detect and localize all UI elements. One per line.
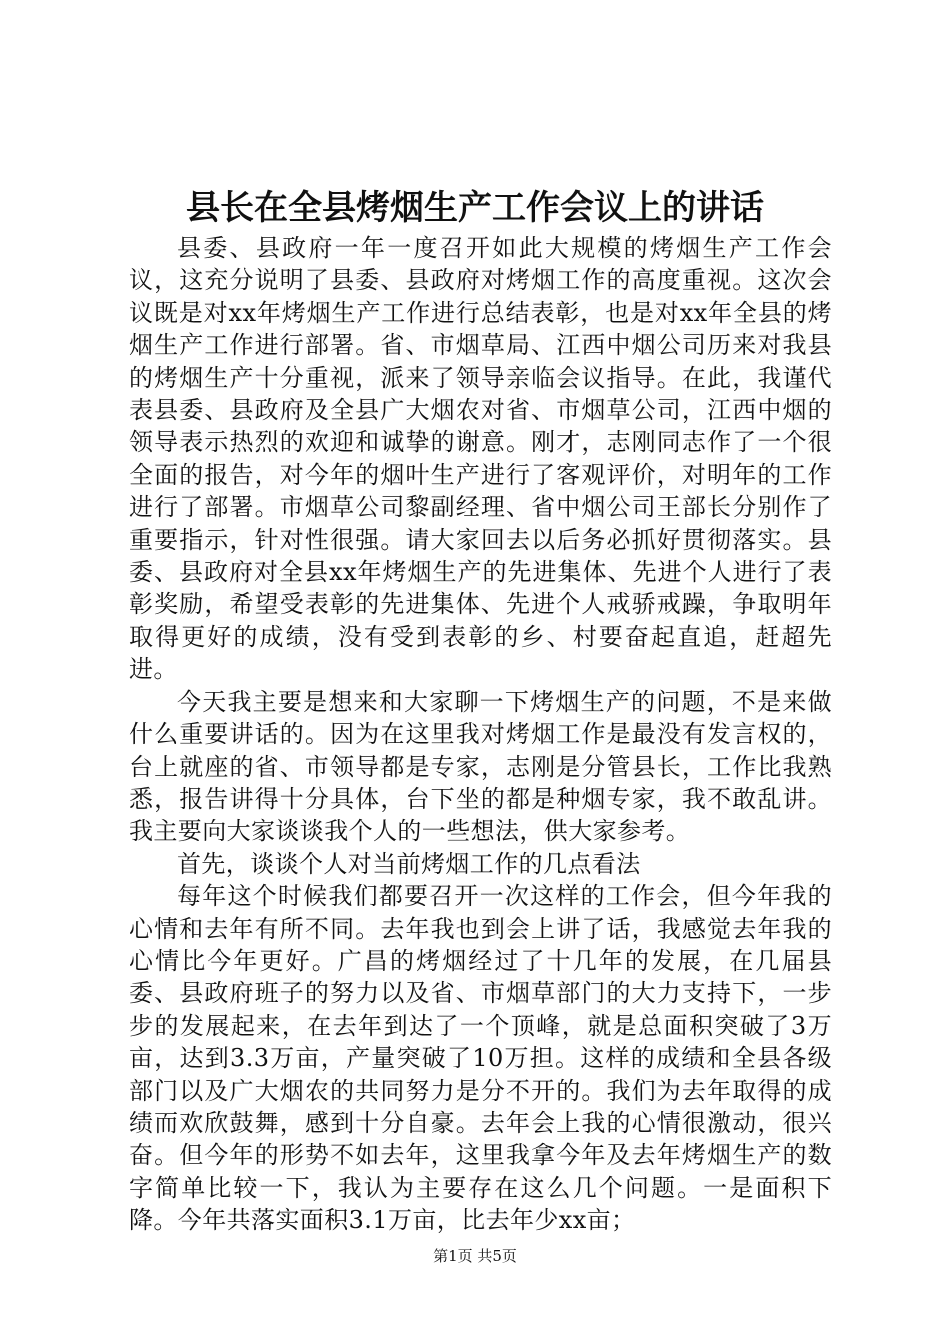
paragraph-2: 今天我主要是想来和大家聊一下烤烟生产的问题，不是来做什么重要讲话的。因为在这里我对烤烟工作是最没有发言权的，台上就座的省、市领导都是专家，志刚是分管县长，工作比我熟悉，报告讲得十分具体，台下坐的都是种烟专家，我不敢乱讲。我主要向大家谈谈我个人的一些想法，供大家参考。: [129, 687, 832, 846]
document-title: 县长在全县烤烟生产工作会议上的讲话: [186, 188, 764, 228]
paragraph-1: 县委、县政府一年一度召开如此大规模的烤烟生产工作会议，这充分说明了县委、县政府对烤烟工作的高度重视。这次会议既是对xx年烤烟生产工作进行总结表彰，也是对xx年全县的烤烟生产工作进行部署。省、市烟草局、江西中烟公司历来对我县的烤烟生产十分重视，派来了领导亲临会议指导。在此，我谨代表县委、县政府及全县广大烟农对省、市烟草公司，江西中烟的领导表示热烈的欢迎和诚挚的谢意。刚才，志刚同志作了一个很全面的报告，对今年的烟叶生产进行了客观评价，对明年的工作进行了部署。市烟草公司黎副经理、省中烟公司王部长分别作了重要指示，针对性很强。请大家回去以后务必抓好贯彻落实。县委、县政府对全县xx年烤烟生产的先进集体、先进个人进行了表彰奖励，希望受表彰的先进集体、先进个人戒骄戒躁，争取明年取得更好的成绩，没有受到表彰的乡、村要奋起直追，赶超先进。: [129, 234, 832, 684]
document-body: [129, 232, 832, 1237]
paragraph-4: 每年这个时候我们都要召开一次这样的工作会，但今年我的心情和去年有所不同。去年我也到会上讲了话，我感觉去年我的心情比今年更好。广昌的烤烟经过了十几年的发展，在几届县委、县政府班子的努力以及省、市烟草部门的大力支持下，一步步的发展起来，在去年到达了一个顶峰，就是总面积突破了3万亩，达到3.3万亩，产量突破了10万担。这样的成绩和全县各级部门以及广大烟农的共同努力是分不开的。我们为去年取得的成绩而欢欣鼓舞，感到十分自豪。去年会上我的心情很激动，很兴奋。但今年的形势不如去年，这里我拿今年及去年烤烟生产的数字简单比较一下，我认为主要存在这么几个问题。一是面积下降。今年共落实面积3.1万亩，比去年少xx亩；: [129, 882, 832, 1235]
page-number-footer: 第1页 共5页: [433, 1247, 517, 1265]
paragraph-3: 首先，谈谈个人对当前烤烟工作的几点看法: [177, 849, 641, 878]
